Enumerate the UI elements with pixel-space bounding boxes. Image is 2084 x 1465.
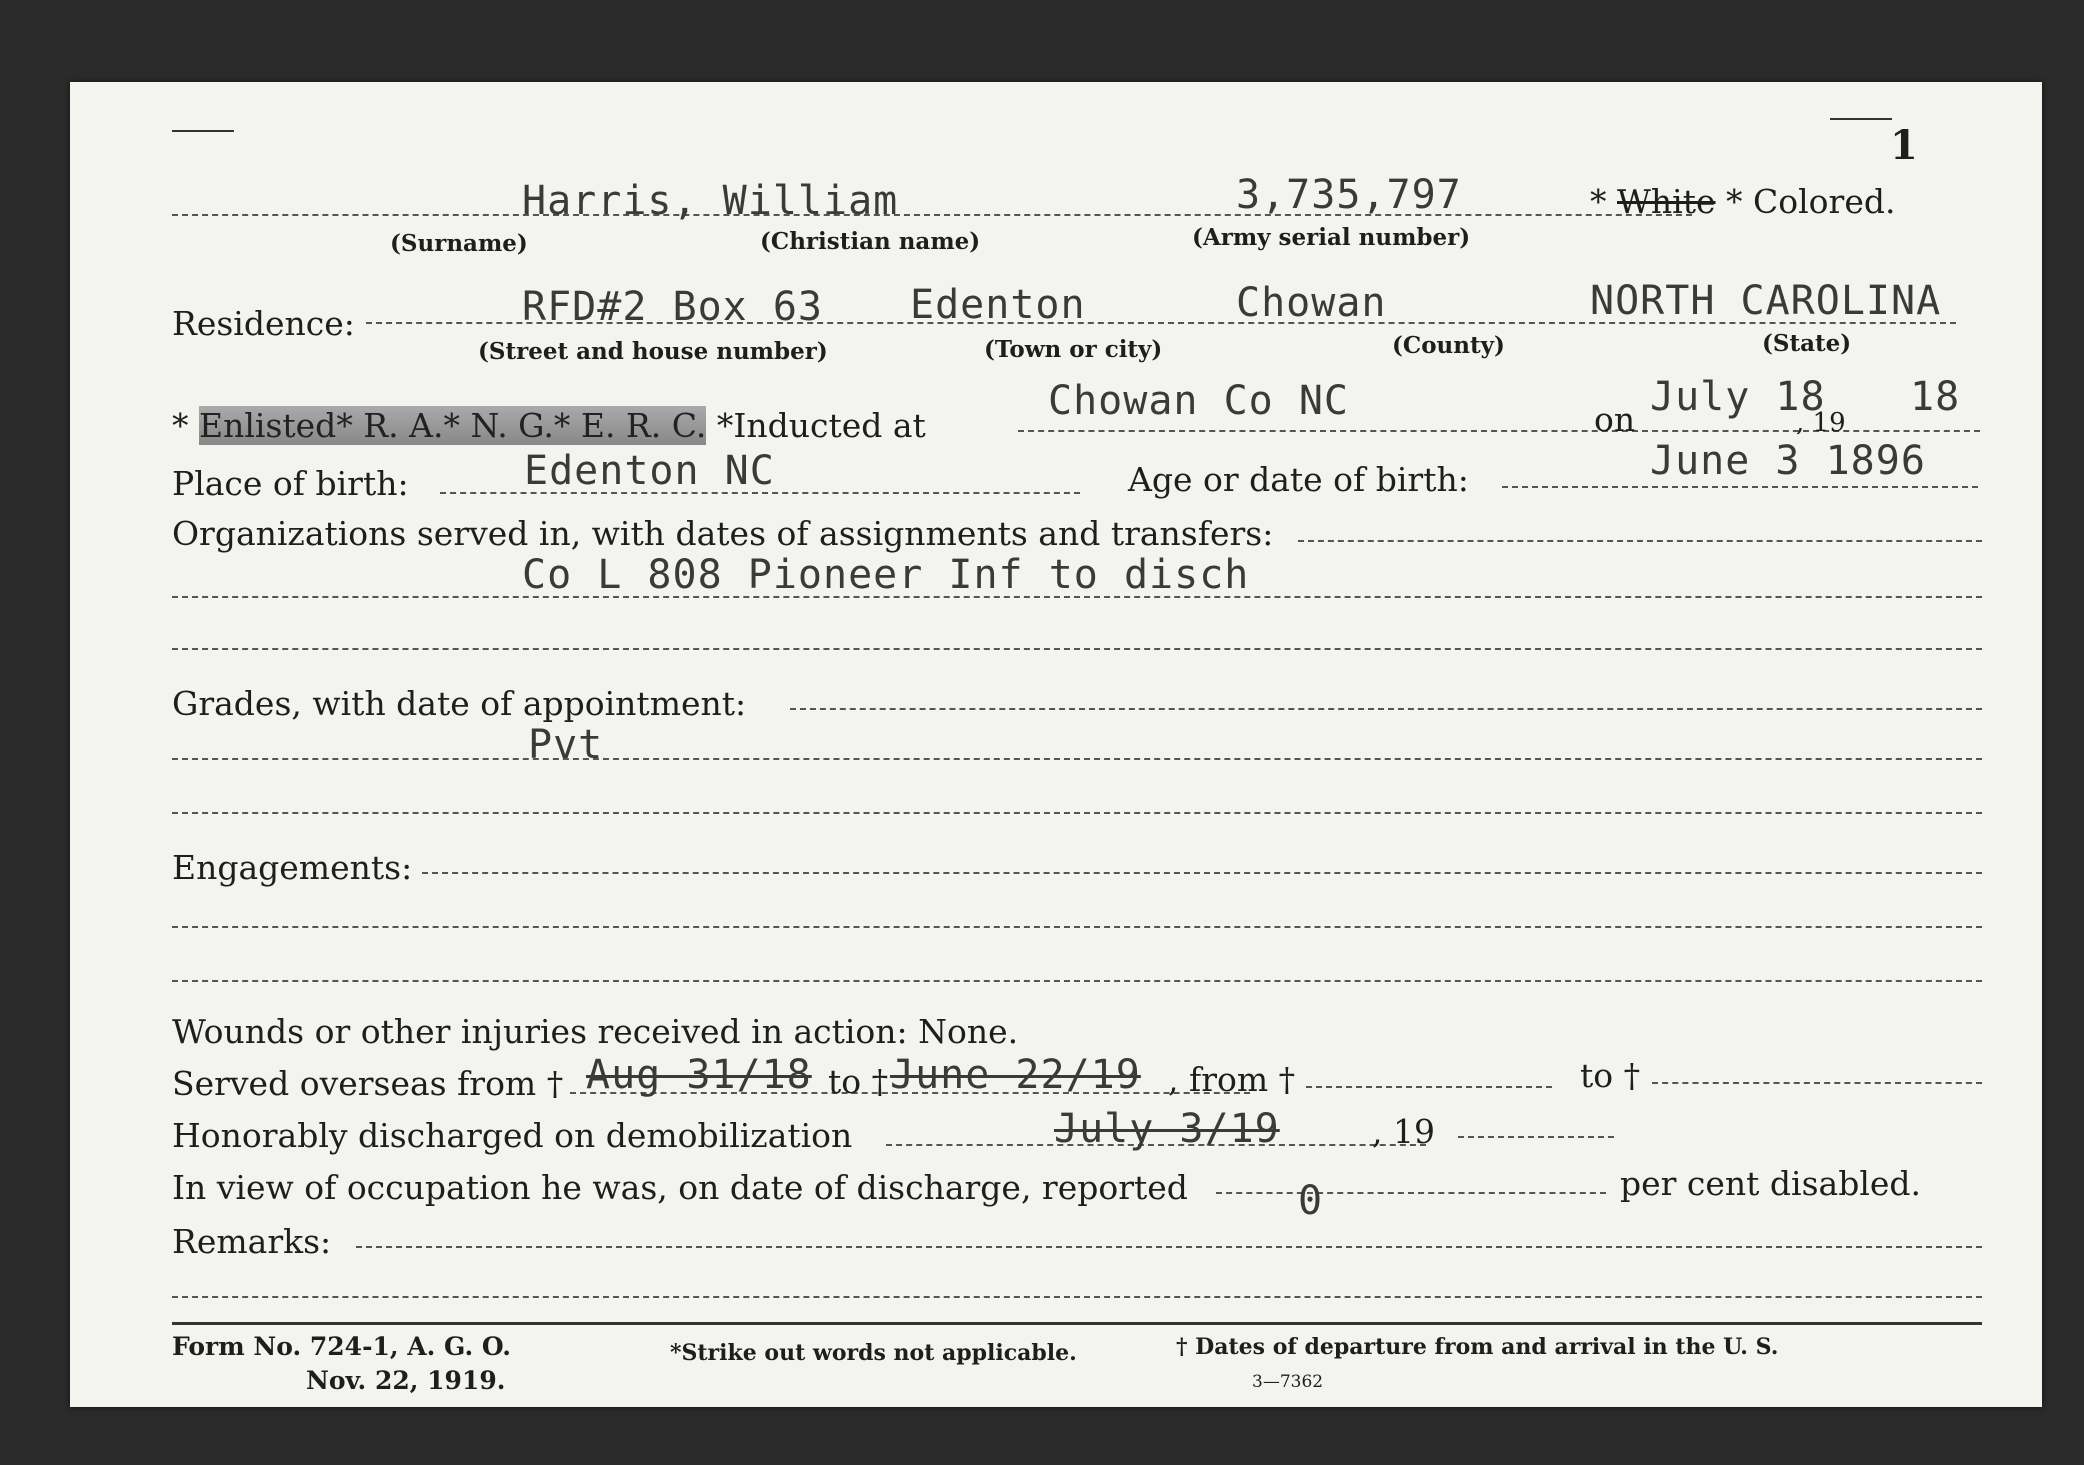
enlisted-option: Enlisted [199, 406, 337, 445]
residence-state: NORTH CAROLINA [1590, 278, 1942, 324]
disability-suffix: per cent disabled. [1620, 1164, 1922, 1203]
remarks-line-1 [356, 1246, 1982, 1248]
dagger-note: † Dates of departure from and arrival in the U. S. [1176, 1334, 1779, 1360]
erc-option: * E. R. C. [553, 406, 707, 445]
overseas-from-date: Aug 31/18 [586, 1052, 812, 1098]
label-county: (County) [1392, 332, 1505, 359]
top-left-rule [172, 130, 234, 132]
name-line [172, 214, 1692, 216]
label-state: (State) [1762, 330, 1852, 357]
grades-line-3 [172, 812, 1982, 814]
birth-date: June 3 1896 [1650, 438, 1926, 484]
overseas-dagger-1: † [546, 1064, 564, 1103]
organizations-line-1 [1298, 540, 1982, 542]
overseas-to-text: to [828, 1062, 862, 1101]
overseas-to2-label [1580, 1056, 1640, 1095]
army-serial-number: 3,735,797 [1236, 172, 1462, 218]
wounds-value: None. [918, 1012, 1019, 1051]
birth-date-label: Age or date of birth: [1128, 460, 1469, 499]
card-number: 1 [1890, 122, 1918, 169]
grades-line-2 [172, 758, 1982, 760]
grades-value: Pvt [528, 722, 604, 768]
ng-option: * N. G. [443, 406, 554, 445]
label-christian-name: (Christian name) [760, 228, 981, 255]
race-colored: Colored. [1753, 182, 1896, 221]
footer-rule [172, 1322, 1982, 1325]
organizations-line-3 [172, 648, 1982, 650]
engagements-line-1 [422, 872, 1982, 874]
strike-note: *Strike out words not applicable. [670, 1340, 1077, 1366]
inducted-place: Chowan Co NC [1048, 378, 1349, 424]
overseas-dagger-2: † [871, 1062, 889, 1101]
overseas-to2-text: to [1580, 1056, 1614, 1095]
overseas-label [172, 1064, 563, 1103]
organizations-label: Organizations served in, with dates of assignments and transfers: [172, 514, 1274, 553]
on-label: on [1594, 400, 1636, 439]
birth-place-label: Place of birth: [172, 464, 409, 503]
label-surname: (Surname) [390, 230, 528, 257]
induction-year-prefix: , 19 [1796, 408, 1846, 438]
engagements-label: Engagements: [172, 848, 413, 887]
residence-town: Edenton [910, 282, 1086, 328]
residence-street: RFD#2 Box 63 [522, 284, 823, 330]
induction-prefix: * [172, 406, 189, 445]
overseas-dagger-4: † [1623, 1056, 1641, 1095]
overseas-from2-label [1168, 1060, 1295, 1099]
birth-place: Edenton NC [524, 448, 775, 494]
wounds-row [172, 1012, 1018, 1051]
residence-label: Residence: [172, 304, 355, 343]
remarks-label: Remarks: [172, 1222, 332, 1261]
organizations-value: Co L 808 Pioneer Inf to disch [522, 552, 1250, 598]
discharge-year: , 19 [1372, 1112, 1435, 1151]
overseas-from2-text: , from [1168, 1060, 1269, 1099]
inducted-label: *Inducted at [716, 406, 926, 445]
wounds-label: Wounds or other injuries received in action: [172, 1012, 908, 1051]
ra-option: * R. A. [336, 406, 444, 445]
race-options: * White * Colored. [1590, 182, 1896, 221]
birth-date-line [1502, 486, 1978, 488]
overseas-label-text: Served overseas from [172, 1064, 537, 1103]
discharge-year-line [1458, 1136, 1614, 1138]
race-white: White [1617, 182, 1716, 221]
form-number: Form No. 724-1, A. G. O. [172, 1332, 511, 1361]
engagements-line-2 [172, 926, 1982, 928]
overseas-to-label [828, 1062, 888, 1101]
induction-row [172, 406, 926, 445]
disability-label: In view of occupation he was, on date of discharge, reported [172, 1168, 1188, 1207]
discharge-label: Honorably discharged on demobilization [172, 1116, 853, 1155]
surname-christian-name: Harris, William [522, 178, 899, 224]
overseas-line-3 [1652, 1082, 1982, 1084]
discharge-date: July 3/19 [1054, 1106, 1280, 1152]
overseas-to-date: June 22/19 [890, 1052, 1141, 1098]
overseas-dagger-3: † [1278, 1060, 1296, 1099]
grades-line-1 [790, 708, 1982, 710]
disability-line [1216, 1192, 1606, 1194]
overseas-line-2 [1306, 1086, 1552, 1088]
engagements-line-3 [172, 980, 1982, 982]
disability-value: 0 [1298, 1178, 1324, 1224]
draft-record-card [70, 82, 2042, 1407]
inducted-place-line [1018, 430, 1638, 432]
induction-date: July 18 [1650, 374, 1826, 420]
top-right-rule [1830, 118, 1892, 120]
label-town: (Town or city) [984, 336, 1163, 363]
label-serial: (Army serial number) [1192, 224, 1471, 251]
induction-year: 18 [1910, 374, 1961, 420]
print-code: 3—7362 [1252, 1372, 1324, 1392]
remarks-line-2 [172, 1296, 1982, 1298]
residence-county: Chowan [1236, 280, 1387, 326]
form-date: Nov. 22, 1919. [306, 1366, 506, 1395]
label-street: (Street and house number) [478, 338, 828, 365]
grades-label: Grades, with date of appointment: [172, 684, 747, 723]
